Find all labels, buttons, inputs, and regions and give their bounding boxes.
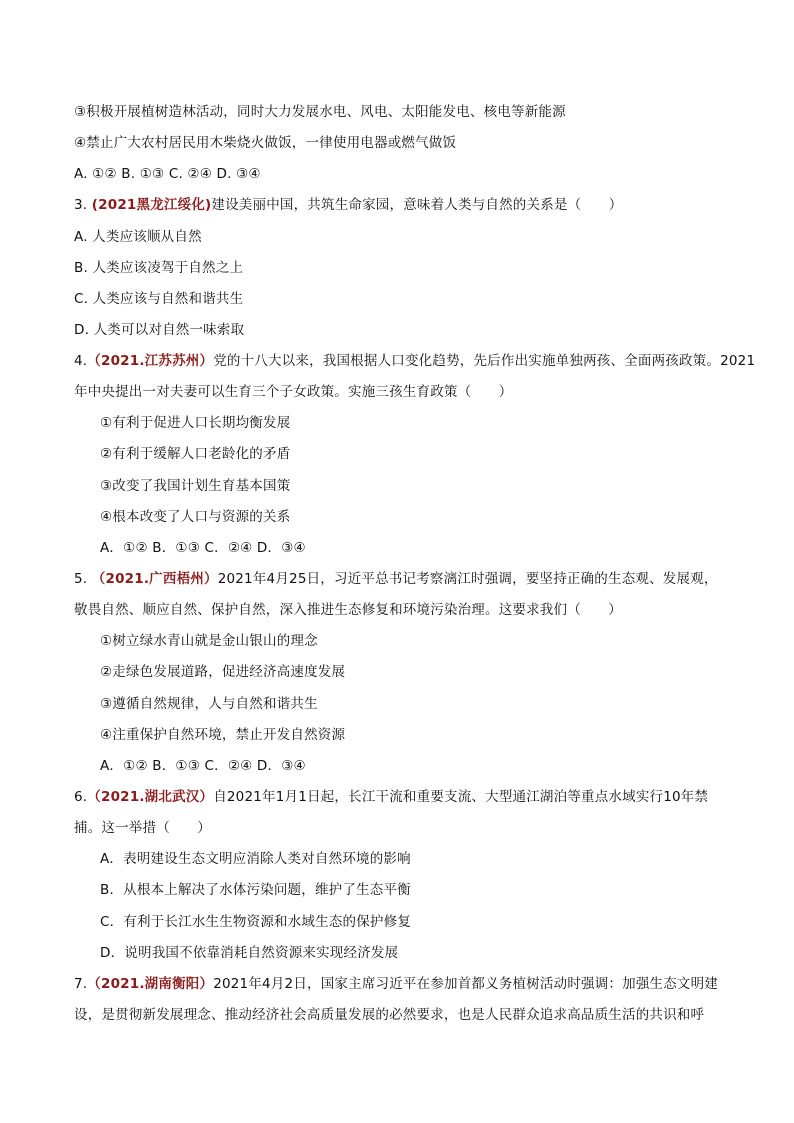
question-text: 2021年4月25日，习近平总书记考察漓江时强调，要坚持正确的生态观、发展观，	[217, 571, 718, 587]
choice-d: D. 人类可以对自然一味索取	[74, 322, 245, 338]
question-number: 5.	[74, 571, 92, 587]
question-text: 党的十八大以来，我国根据人口变化趋势，先后作出实施单独两孩、全面两孩政策。2021	[213, 353, 756, 369]
option-3: ③遵循自然规律，人与自然和谐共生	[100, 696, 318, 712]
choice-d: D．说明我国不依靠消耗自然资源来实现经济发展	[100, 945, 399, 961]
question-source: （2021.江苏苏州）	[87, 353, 214, 369]
option-2: ②走绿色发展道路，促进经济高速度发展	[100, 664, 346, 680]
option-3-text: ③积极开展植树造林活动，同时大力发展水电、风电、太阳能发电、核电等新能源	[74, 104, 566, 120]
choice-a: A．表明建设生态文明应消除人类对自然环境的影响	[100, 851, 411, 867]
choice-c: C. 人类应该与自然和谐共生	[74, 291, 244, 307]
option-1: ①树立绿水青山就是金山银山的理念	[100, 633, 318, 649]
question-5-stem	[74, 569, 718, 589]
question-source: （2021.广西梧州）	[91, 571, 218, 587]
question-6-stem-cont: 捕。这一举措（ ）	[74, 820, 211, 836]
question-number: 3.	[74, 197, 92, 213]
question-source: （2021.湖北武汉）	[87, 789, 214, 805]
question-source: （2021.湖南衡阳）	[87, 976, 214, 992]
question-number: 4.	[74, 353, 88, 369]
option-4: ④根本改变了人口与资源的关系	[100, 509, 291, 525]
question-number: 6.	[74, 789, 88, 805]
answer-choices: A．①② B．①③ C．②④ D．③④	[100, 758, 306, 774]
question-text: 自2021年1月1日起，长江干流和重要支流、大型通江湖泊等重点水域实行10年禁	[213, 789, 709, 805]
question-4-stem-cont: 年中央提出一对夫妻可以生育三个子女政策。实施三孩生育政策（ ）	[74, 384, 513, 400]
question-6-stem	[74, 787, 708, 807]
question-4-stem	[74, 351, 755, 371]
option-4: ④注重保护自然环境，禁止开发自然资源	[100, 727, 346, 743]
choice-a: A. 人类应该顺从自然	[74, 229, 202, 245]
choice-c: C．有利于长江水生生物资源和水域生态的保护修复	[100, 914, 412, 930]
choice-b: B．从根本上解决了水体污染问题，维护了生态平衡	[100, 882, 411, 898]
question-7-stem	[74, 974, 718, 994]
answer-choices: A. ①② B. ①③ C. ②④ D. ③④	[74, 166, 261, 182]
question-source: (2021黑龙江绥化)	[91, 197, 212, 213]
option-2: ②有利于缓解人口老龄化的矛盾	[100, 446, 291, 462]
question-text: 建设美丽中国，共筑生命家园，意味着人类与自然的关系是（ ）	[211, 197, 623, 213]
question-7-stem-cont: 设，是贯彻新发展理念、推动经济社会高质量发展的必然要求，也是人民群众追求高品质生活的共识和呼	[74, 1007, 705, 1023]
option-4-text: ④禁止广大农村居民用木柴烧火做饭，一律使用电器或燃气做饭	[74, 135, 457, 151]
question-3-stem	[74, 195, 622, 215]
option-3: ③改变了我国计划生育基本国策	[100, 478, 291, 494]
option-1: ①有利于促进人口长期均衡发展	[100, 415, 291, 431]
question-5-stem-cont: 敬畏自然、顺应自然、保护自然，深入推进生态修复和环境污染治理。这要求我们（ ）	[74, 602, 622, 618]
question-text: 2021年4月2日，国家主席习近平在参加首都义务植树活动时强调：加强生态文明建	[213, 976, 719, 992]
answer-choices: A．①② B．①③ C．②④ D．③④	[100, 540, 306, 556]
choice-b: B. 人类应该凌驾于自然之上	[74, 260, 244, 276]
question-number: 7.	[74, 976, 88, 992]
